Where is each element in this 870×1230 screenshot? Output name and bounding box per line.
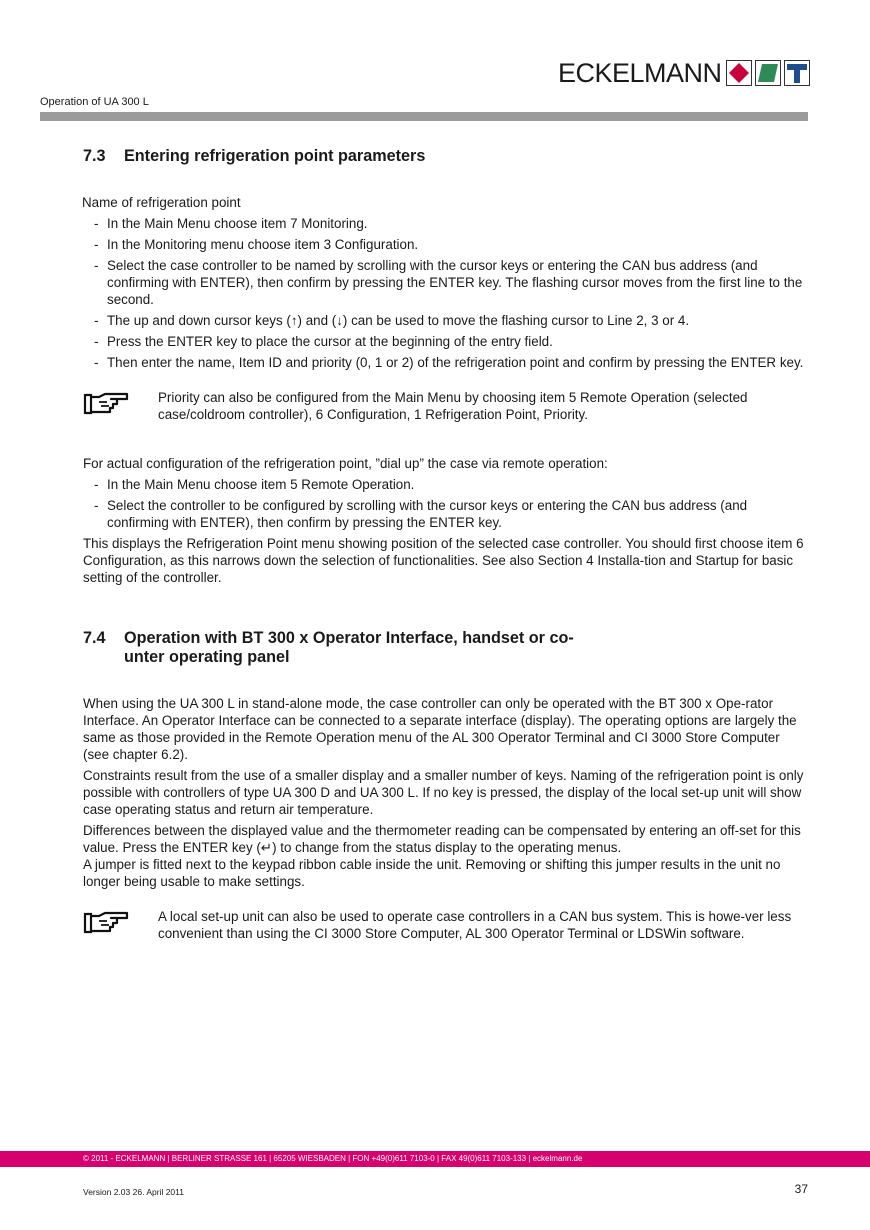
t-shape-icon <box>785 61 809 85</box>
list-item: - In the Main Menu choose item 7 Monitoring. <box>83 215 809 232</box>
page-content <box>83 147 809 942</box>
list-item: - Then enter the name, Item ID and priority (0, 1 or 2) of the refrigeration point and confirm by pressing the ENTER key. <box>83 354 809 371</box>
note-text: Priority can also be configured from the Main Menu by choosing item 5 Remote Operation (selected case/coldroom controller), 6 Configuration, 1 Refrigeration Point, Priority. <box>158 390 748 422</box>
parallelogram-icon <box>756 61 780 85</box>
note-text: A local set-up unit can also be used to operate case controllers in a CAN bus system. This is howe-ver less convenient than using the CI 3000 Store Computer, AL 300 Operator Terminal or LDSWin software. <box>158 909 792 941</box>
header-divider <box>40 112 808 121</box>
section-title: Operation with BT 300 x Operator Interface, handset or co-unter operating panel <box>124 629 574 666</box>
pointing-hand-icon <box>83 389 158 423</box>
brand-name: ECKELMANN <box>558 58 722 88</box>
section-number: 7.3 <box>83 147 106 165</box>
section-7-4-heading <box>83 629 809 667</box>
list-item: - In the Main Menu choose item 5 Remote Operation. <box>83 476 809 493</box>
logo-mark-green <box>755 60 781 86</box>
paragraph: Constraints result from the use of a smaller display and a smaller number of keys. Naming of the refrigeration point is only possible with controllers of type UA 300 D and UA 300 L. If no key is pressed, the display of the local set-up unit will show case operating status and return air temperature. <box>83 768 804 817</box>
footer-bar <box>0 1151 870 1167</box>
logo-mark-red <box>726 60 752 86</box>
list-item: - Press the ENTER key to place the cursor at the beginning of the entry field. <box>83 333 809 350</box>
diamond-icon <box>727 61 751 85</box>
section-number: 7.4 <box>83 629 106 647</box>
company-logo <box>558 57 810 89</box>
logo-mark-blue <box>784 60 810 86</box>
list-item: - The up and down cursor keys (↑) and (↓) can be used to move the flashing cursor to Line 2, 3 or 4. <box>83 312 809 329</box>
paragraph: This displays the Refrigeration Point menu showing position of the selected case controller. You should first choose item 6 Configuration, as this narrows down the selection of functionalities. See also Section 4 Installa-tion and Startup for basic setting of the controller. <box>83 536 804 585</box>
pointing-hand-icon <box>83 908 158 942</box>
logo-marks <box>726 60 810 86</box>
paragraph: A jumper is fitted next to the keypad ribbon cable inside the unit. Removing or shifting this jumper results in the unit no longer being usable to make settings. <box>83 857 781 889</box>
page-number: 37 <box>794 1182 808 1196</box>
config-steps-list <box>83 476 809 531</box>
list-item: - Select the case controller to be named by scrolling with the cursor keys or entering the CAN bus address (and confirming with ENTER), then confirm by pressing the ENTER key. The flashing cursor moves from the first line to the second. <box>83 257 809 308</box>
paragraph: Differences between the displayed value and the thermometer reading can be compensated by entering an off-set for this value. Press the ENTER key (↵) to change from the status display to the operating menus. <box>83 823 801 855</box>
document-title: Operation of UA 300 L <box>40 96 149 108</box>
paragraph: Name of refrigeration point <box>82 195 241 210</box>
list-item: - Select the controller to be configured by scrolling with the cursor keys or entering the CAN bus address (and confirming with ENTER), then confirm by pressing the ENTER key. <box>83 497 809 531</box>
section-7-3-heading <box>83 147 809 166</box>
footer-version: Version 2.03 26. April 2011 <box>83 1187 184 1197</box>
list-item: - In the Monitoring menu choose item 3 Configuration. <box>83 236 809 253</box>
footer-copyright: © 2011 - ECKELMANN | BERLINER STRASSE 161 | 65205 WIESBADEN | FON +49(0)611 7103-0 | FAX 49(0)611 7103-133 | eckelmann.de <box>83 1154 583 1163</box>
paragraph: When using the UA 300 L in stand-alone mode, the case controller can only be operated with the BT 300 x Ope-rator Interface. An Operator Interface can be connected to a separate interface (display). The operating options are largely the same as those provided in the Remote Operation menu of the AL 300 Operator Terminal and CI 3000 Store Computer (see chapter 6.2). <box>83 696 797 762</box>
paragraph: For actual configuration of the refrigeration point, ”dial up” the case via remote operation: <box>83 456 608 471</box>
note-box <box>83 908 809 942</box>
naming-steps-list <box>83 215 809 371</box>
note-box <box>83 389 809 423</box>
section-title: Entering refrigeration point parameters <box>124 147 426 165</box>
